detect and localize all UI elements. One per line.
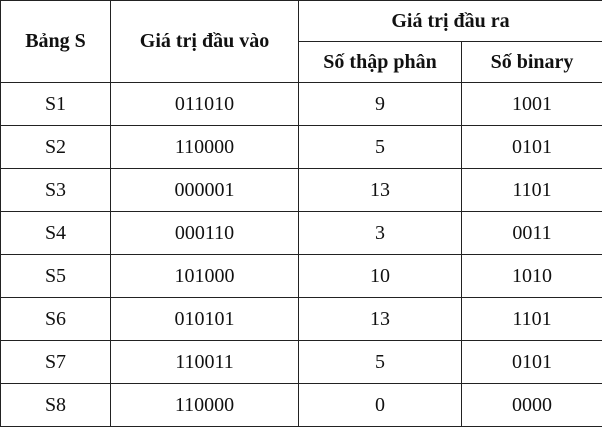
header-output: Giá trị đầu ra bbox=[299, 1, 602, 42]
cell-sbox: S3 bbox=[1, 169, 111, 212]
table-row bbox=[1, 298, 602, 341]
cell-input: 010101 bbox=[111, 298, 299, 341]
cell-sbox: S6 bbox=[1, 298, 111, 341]
cell-binary: 1101 bbox=[462, 169, 602, 212]
table-row bbox=[1, 169, 602, 212]
cell-decimal: 10 bbox=[299, 255, 462, 298]
cell-input: 110000 bbox=[111, 384, 299, 427]
cell-decimal: 9 bbox=[299, 83, 462, 126]
cell-sbox: S1 bbox=[1, 83, 111, 126]
table-row bbox=[1, 255, 602, 298]
cell-decimal: 3 bbox=[299, 212, 462, 255]
cell-decimal: 13 bbox=[299, 169, 462, 212]
header-binary: Số binary bbox=[462, 42, 602, 83]
cell-input: 110000 bbox=[111, 126, 299, 169]
cell-sbox: S7 bbox=[1, 341, 111, 384]
cell-binary: 0101 bbox=[462, 341, 602, 384]
cell-decimal: 5 bbox=[299, 341, 462, 384]
cell-decimal: 13 bbox=[299, 298, 462, 341]
cell-binary: 1101 bbox=[462, 298, 602, 341]
cell-binary: 0101 bbox=[462, 126, 602, 169]
cell-sbox: S8 bbox=[1, 384, 111, 427]
cell-sbox: S4 bbox=[1, 212, 111, 255]
table-body bbox=[1, 83, 602, 427]
cell-sbox: S2 bbox=[1, 126, 111, 169]
table-header bbox=[1, 1, 602, 83]
cell-input: 110011 bbox=[111, 341, 299, 384]
cell-input: 000110 bbox=[111, 212, 299, 255]
cell-binary: 0011 bbox=[462, 212, 602, 255]
header-decimal: Số thập phân bbox=[299, 42, 462, 83]
table-row bbox=[1, 212, 602, 255]
cell-binary: 0000 bbox=[462, 384, 602, 427]
header-input: Giá trị đầu vào bbox=[111, 1, 299, 83]
table-row bbox=[1, 384, 602, 427]
cell-decimal: 0 bbox=[299, 384, 462, 427]
header-sbox: Bảng S bbox=[1, 1, 111, 83]
cell-decimal: 5 bbox=[299, 126, 462, 169]
table-row bbox=[1, 83, 602, 126]
table-row bbox=[1, 126, 602, 169]
table-row bbox=[1, 341, 602, 384]
cell-binary: 1001 bbox=[462, 83, 602, 126]
cell-input: 101000 bbox=[111, 255, 299, 298]
cell-sbox: S5 bbox=[1, 255, 111, 298]
cell-input: 000001 bbox=[111, 169, 299, 212]
cell-input: 011010 bbox=[111, 83, 299, 126]
cell-binary: 1010 bbox=[462, 255, 602, 298]
